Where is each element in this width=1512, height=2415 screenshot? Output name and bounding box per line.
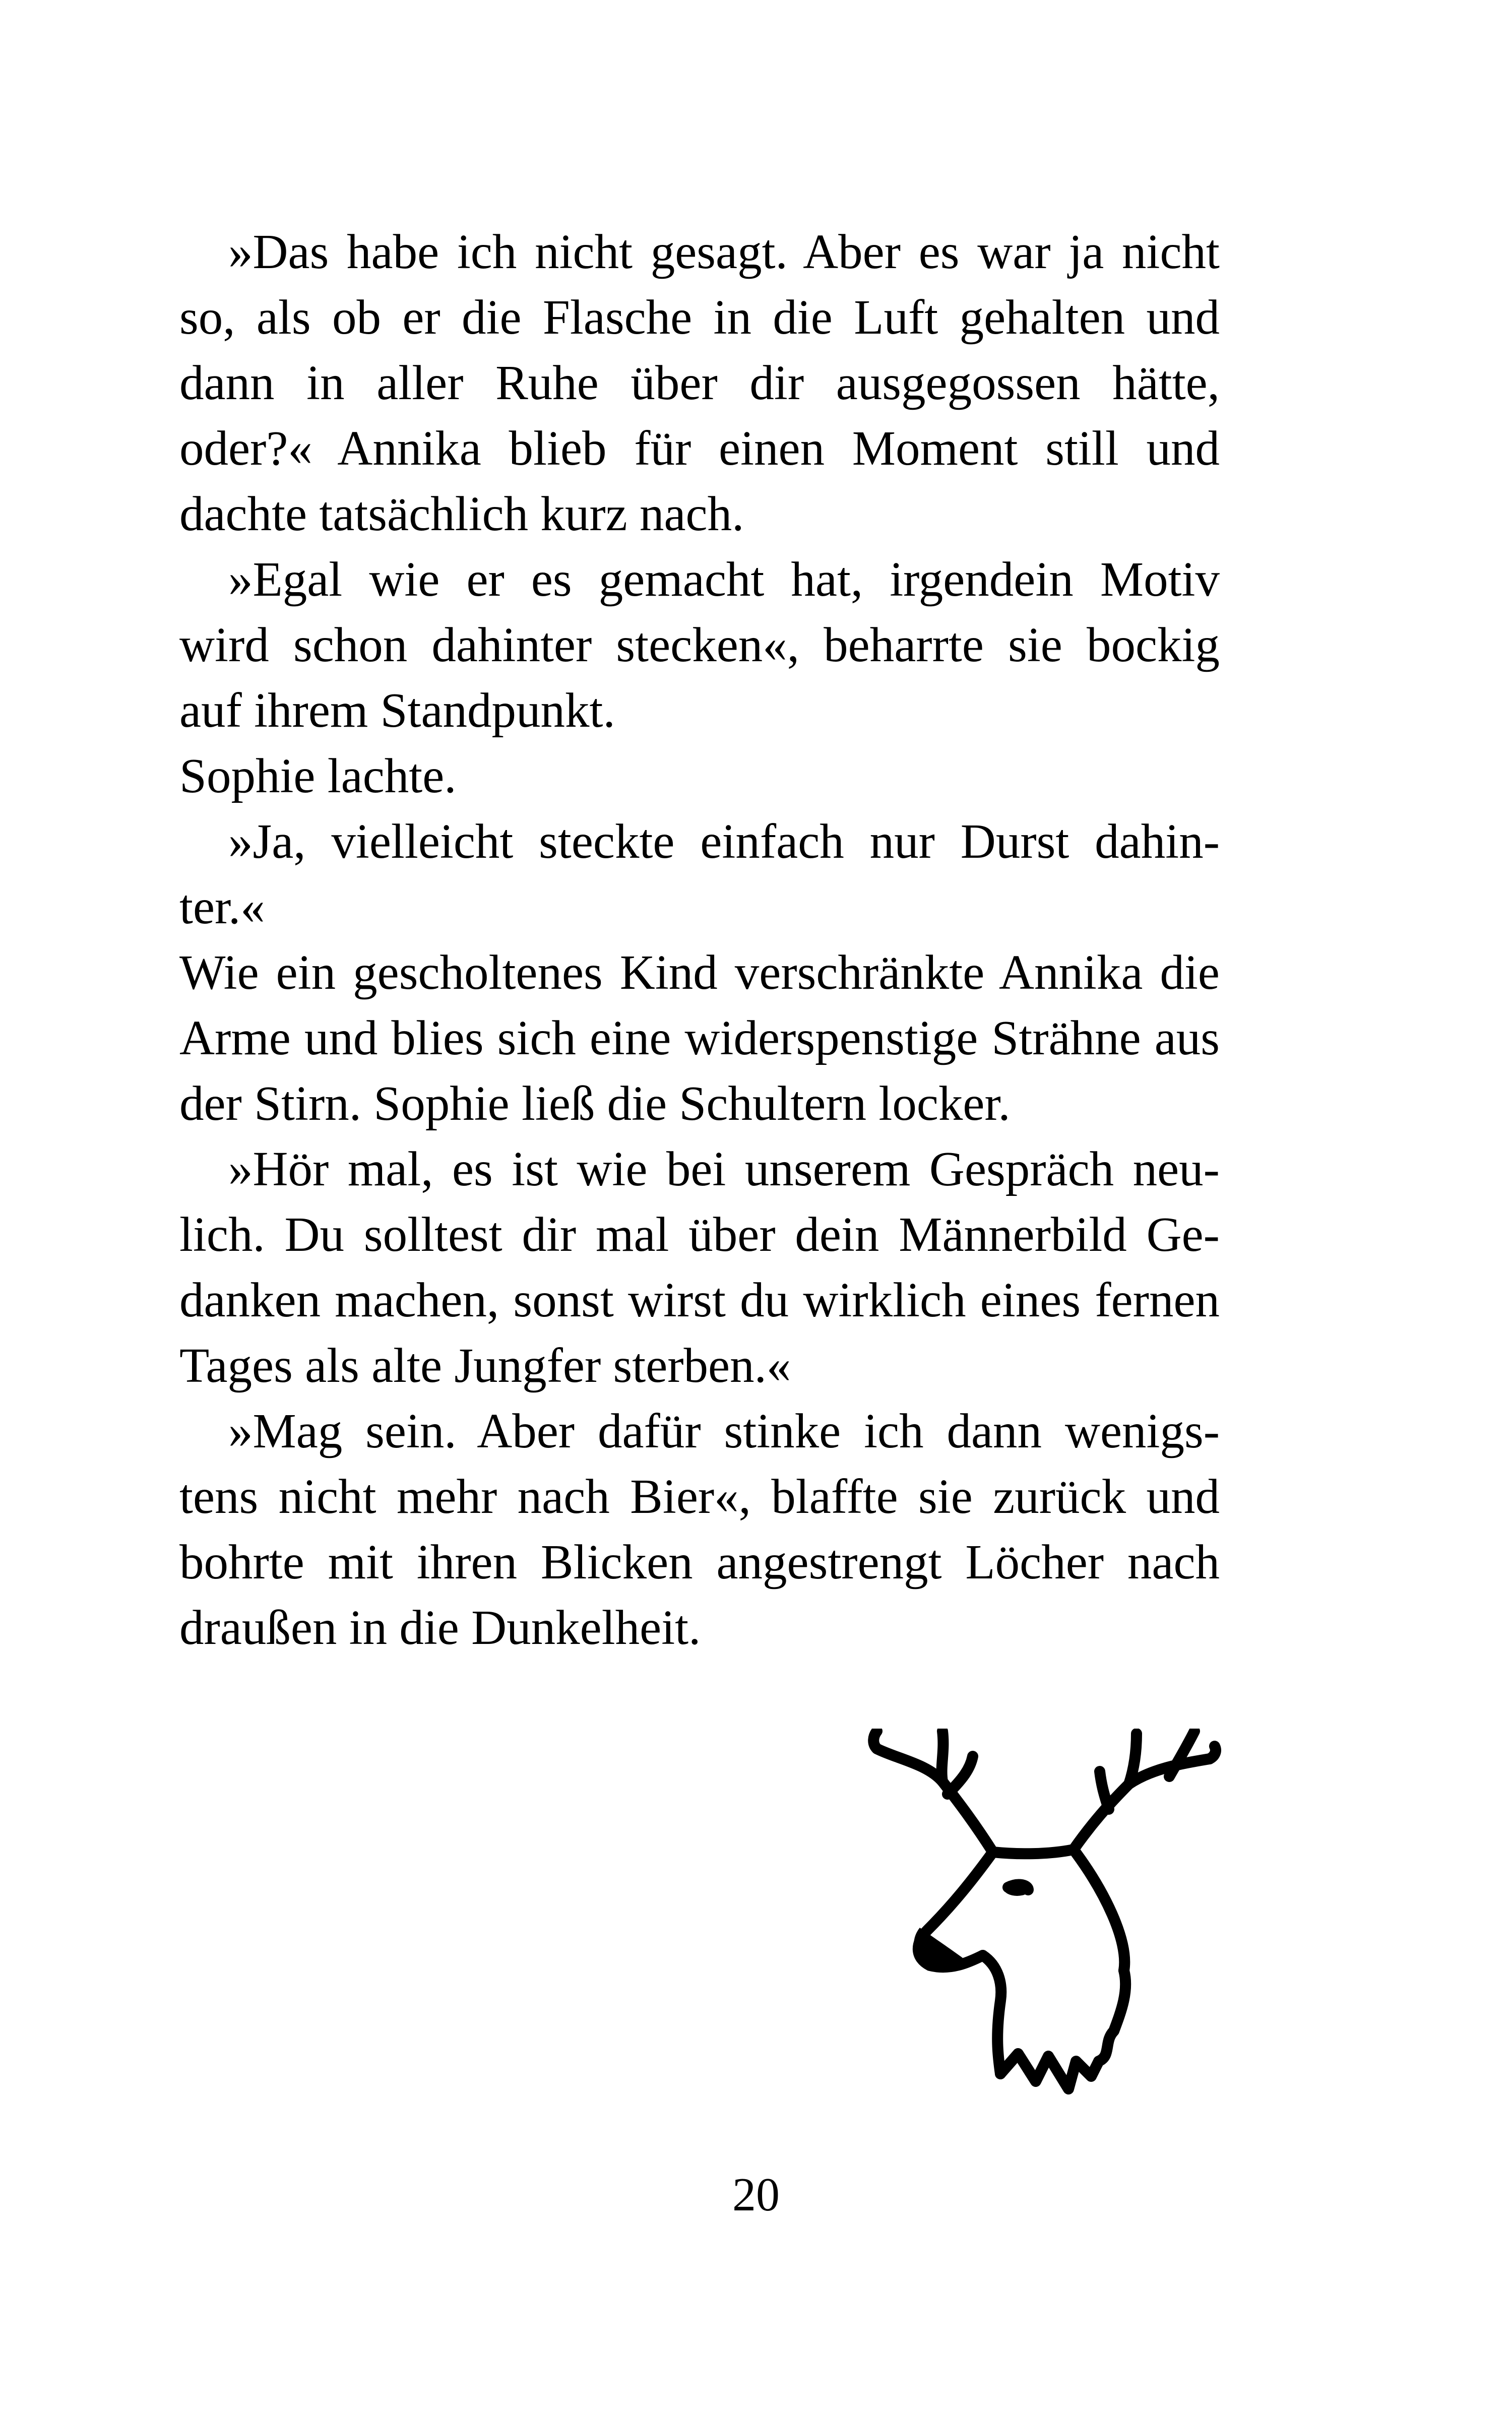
paragraph: Sophie lachte. — [179, 749, 457, 803]
paragraph: »Mag sein. Aber dafür stinke ich dann wenigs-tens nicht mehr nach Bier«, blaffte sie zurück und bohrte mit ihren Blicken angestrengt Löcher nach draußen in die Dunkelheit. — [179, 1404, 1220, 1655]
paragraph: »Das habe ich nicht gesagt. Aber es war ja nicht so, als ob er die Flasche in die Luft gehalten und dann in aller Ruhe über dir ausgegossen hätte, oder?« Annika blieb für einen Moment still und dachte tatsächlich kurz nach. — [179, 225, 1220, 541]
paragraph: »Ja, vielleicht steckte einfach nur Durst dahin-ter.« — [179, 814, 1220, 934]
paragraph: Wie ein gescholtenes Kind verschränkte Annika die Arme und blies sich eine widerspenstige Strähne aus der Stirn. Sophie ließ die Schultern locker. — [179, 945, 1220, 1130]
body-text — [179, 219, 1220, 1661]
paragraph: »Hör mal, es ist wie bei unserem Gespräch neu-lich. Du solltest dir mal über dein Männerbild Ge-danken machen, sonst wirst du wirklich eines fernen Tages als alte Jungfer sterben.« — [179, 1142, 1220, 1392]
page-number: 20 — [732, 2169, 780, 2221]
stag-head-icon — [867, 1729, 1230, 2096]
paragraph: »Egal wie er es gemacht hat, irgendein Motiv wird schon dahinter stecken«, beharrte sie bockig auf ihrem Standpunkt. — [179, 552, 1220, 737]
